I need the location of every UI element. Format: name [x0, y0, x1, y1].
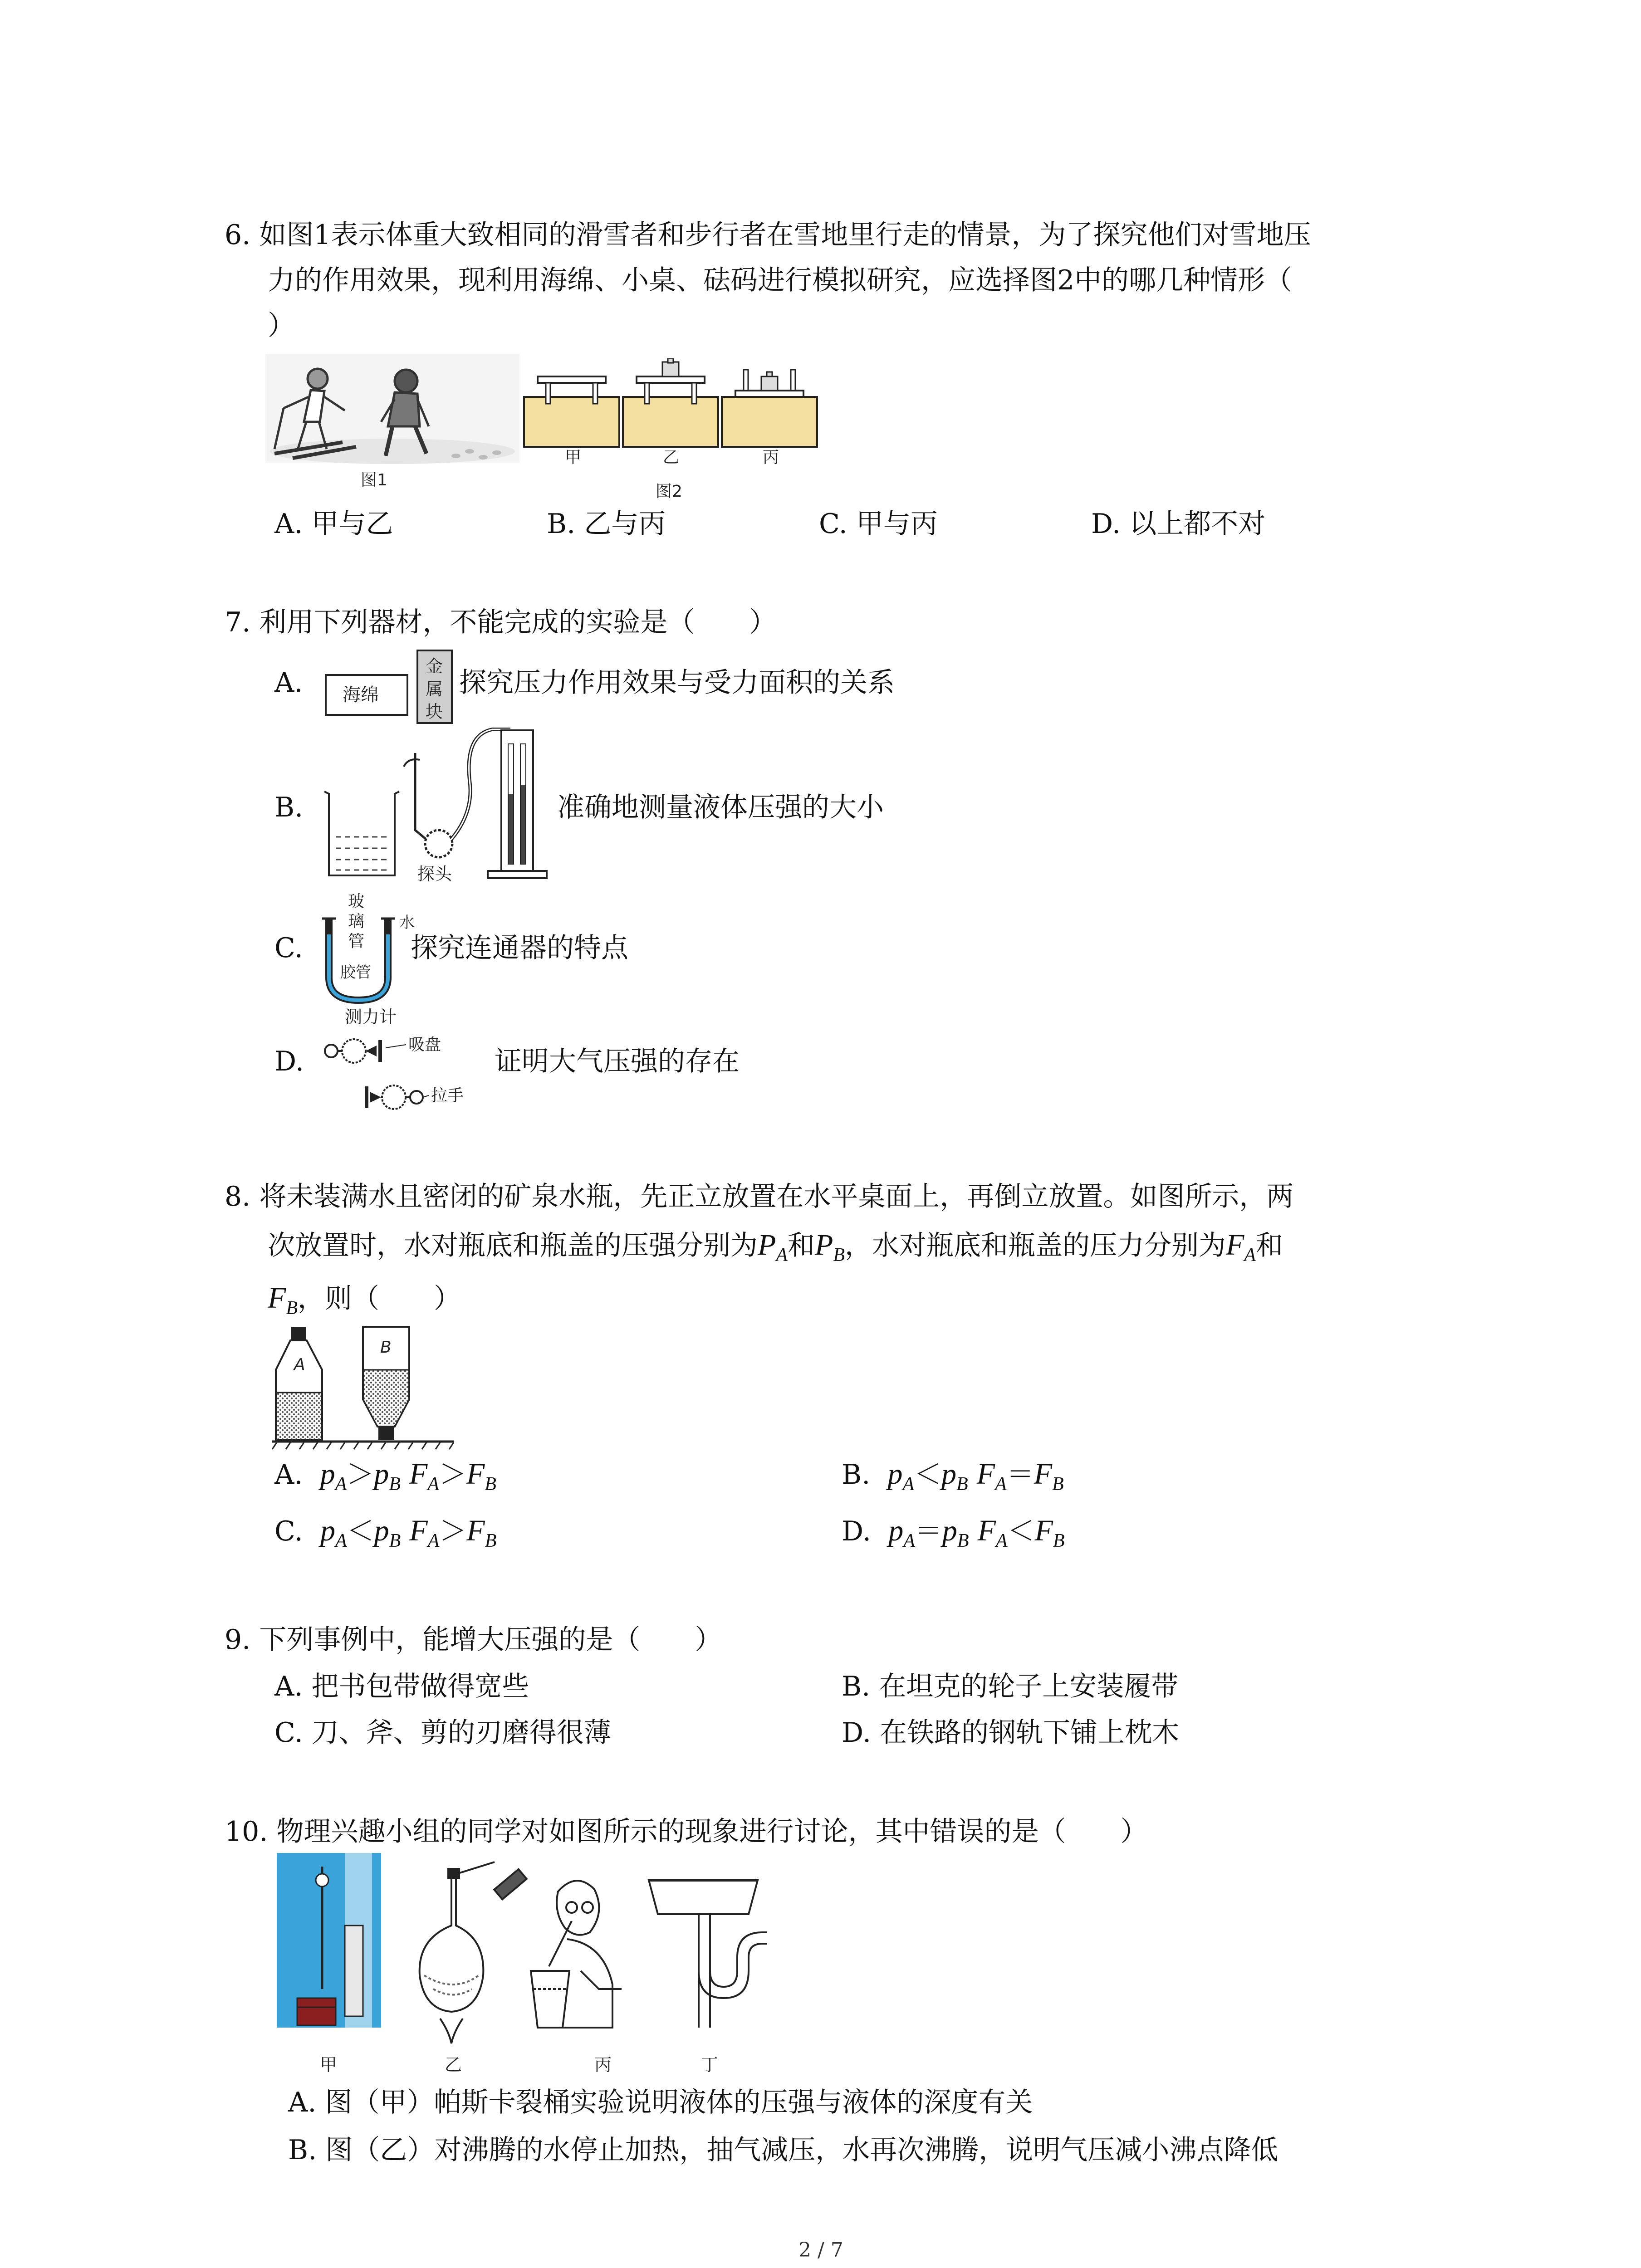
page-number: 2 / 7 — [798, 2239, 843, 2262]
q8-line2-text-a: 次放置时，水对瓶底和瓶盖的压强分别为 — [268, 1230, 758, 1261]
q7-option-c-text: 探究连通器的特点 — [411, 932, 628, 964]
q7-option-b-letter[interactable]: B. — [274, 792, 304, 823]
q7-a-block-char3: 块 — [426, 702, 443, 722]
q7-c-figure — [320, 891, 424, 1005]
q7-option-c-letter[interactable]: C. — [274, 932, 303, 964]
q7-option-a-letter[interactable]: A. — [274, 667, 303, 699]
q8-stem-line3 — [268, 1276, 461, 1331]
q6-option-b[interactable]: B. 乙与丙 — [547, 508, 666, 540]
q10-option-a[interactable]: A. 图（甲）帕斯卡裂桶实验说明液体的压强与液体的深度有关 — [288, 2087, 1033, 2118]
q7-b-figure — [320, 726, 556, 894]
q10-figure — [277, 1853, 812, 2080]
fig10-label-jia: 甲 — [320, 2055, 338, 2075]
q9-option-b[interactable]: B. 在坦克的轮子上安装履带 — [842, 1671, 1179, 1702]
q7-d-figure — [318, 1005, 508, 1123]
q7-d-cup-label: 吸盘 — [408, 1036, 441, 1054]
fig10-jia-pascal-barrel — [277, 1853, 381, 2075]
q8-line2-text-d: 和 — [1255, 1230, 1283, 1261]
q7-c-rubber-label: 胶管 — [340, 963, 371, 982]
q7-option-b-text: 准确地测量液体压强的大小 — [557, 792, 884, 823]
q8-option-b[interactable]: B. $p_A<p_B$ $F_A=F_B$ — [842, 1457, 1064, 1495]
bottle-a — [276, 1327, 322, 1440]
q7-d-meter-label: 测力计 — [345, 1007, 397, 1027]
q8-line2-text-b: 和 — [787, 1230, 815, 1261]
q10-stem: 10. 物理兴趣小组的同学对如图所示的现象进行讨论，其中错误的是（ ） — [225, 1816, 1148, 1848]
q8-bottles-figure — [272, 1325, 463, 1452]
q8-stem-line2 — [268, 1222, 1283, 1278]
fig10-label-bing: 丙 — [594, 2055, 612, 2075]
q9-option-c[interactable]: C. 刀、斧、剪的刃磨得很薄 — [274, 1717, 611, 1749]
q7-a-block-char1: 金 — [426, 656, 443, 676]
q8-option-c[interactable]: C. $p_A<p_B$ $F_A>F_B$ — [274, 1514, 497, 1551]
q9-option-d[interactable]: D. 在铁路的钢轨下铺上枕木 — [842, 1717, 1180, 1749]
q8-option-a[interactable]: A. $p_A>p_B$ $F_A>F_B$ — [274, 1457, 496, 1495]
q6-stem-line2: 力的作用效果，现利用海绵、小桌、砝码进行模拟研究，应选择图2中的哪几种情形（ — [268, 264, 1293, 296]
q7-c-glass-char3: 管 — [348, 932, 365, 951]
q9-stem: 9. 下列事例中，能增大压强的是（ ） — [225, 1624, 722, 1656]
bottle-b-label: B — [380, 1338, 392, 1357]
q8-stem-line1: 8. 将未装满水且密闭的矿泉水瓶，先正立放置在水平桌面上，再倒立放置。如图所示，两 — [225, 1181, 1294, 1212]
q10-option-b[interactable]: B. 图（乙）对沸腾的水停止加热，抽气减压，水再次沸腾，说明气压减小沸点降低 — [288, 2134, 1279, 2166]
q6-figure2 — [519, 358, 828, 503]
q6-fig1-caption: 图1 — [361, 471, 387, 489]
q6-option-c[interactable]: C. 甲与丙 — [819, 508, 938, 540]
q6-option-a[interactable]: A. 甲与乙 — [274, 508, 393, 540]
q8-line2-text-c: ，水对瓶底和瓶盖的压力分别为 — [844, 1230, 1226, 1261]
q8-math-PB: $P_B$ — [814, 1228, 845, 1266]
q8-math-FA: $F_A$ — [1225, 1228, 1256, 1266]
q8-line3-text: ，则（ ） — [297, 1283, 461, 1315]
bottle-a-label: A — [294, 1355, 305, 1374]
q7-option-d-letter[interactable]: D. — [274, 1046, 304, 1077]
q6-figure1 — [265, 354, 519, 494]
fig2-label-yi: 乙 — [663, 448, 680, 467]
q7-b-probe-label: 探头 — [417, 864, 452, 884]
bottle-b — [363, 1327, 409, 1440]
q7-a-block-char2: 属 — [426, 679, 443, 699]
q6-fig2-caption: 图2 — [656, 482, 682, 501]
q7-c-water-label: 水 — [399, 914, 415, 932]
fig2-label-bing: 丙 — [763, 448, 779, 467]
fig2-setup-jia — [524, 376, 619, 467]
fig10-label-yi: 乙 — [445, 2055, 462, 2075]
q7-a-figure — [322, 649, 458, 726]
fig10-ding-sink — [649, 1880, 767, 2075]
q7-stem: 7. 利用下列器材，不能完成的实验是（ ） — [225, 606, 777, 638]
q7-option-a-text: 探究压力作用效果与受力面积的关系 — [459, 667, 895, 699]
q6-option-d[interactable]: D. 以上都不对 — [1091, 508, 1266, 540]
fig10-bing-drinking — [531, 1881, 622, 2075]
q7-c-glass-char2: 璃 — [348, 912, 365, 931]
q8-math-PA: $P_A$ — [758, 1228, 788, 1266]
fig2-setup-yi — [623, 358, 718, 467]
q8-math-FB: $F_B$ — [268, 1281, 298, 1319]
fig2-label-jia: 甲 — [565, 448, 582, 467]
q6-stem-line1: 6. 如图1表示体重大致相同的滑雪者和步行者在雪地里行走的情景，为了探究他们对雪地压 — [225, 219, 1311, 251]
q7-c-glass-char1: 玻 — [348, 892, 365, 911]
q8-option-d[interactable]: D. $p_A=p_B$ $F_A<F_B$ — [842, 1514, 1065, 1551]
q9-option-a[interactable]: A. 把书包带做得宽些 — [274, 1671, 529, 1702]
q7-a-sponge-label: 海绵 — [343, 684, 379, 705]
fig2-setup-bing — [722, 370, 817, 467]
q7-d-handle-label: 拉手 — [431, 1086, 464, 1105]
fig10-label-ding: 丁 — [701, 2055, 719, 2075]
fig10-yi-flask — [420, 1862, 527, 2075]
q6-stem-line3: ） — [268, 310, 295, 342]
q7-option-d-text: 证明大气压强的存在 — [495, 1046, 740, 1077]
